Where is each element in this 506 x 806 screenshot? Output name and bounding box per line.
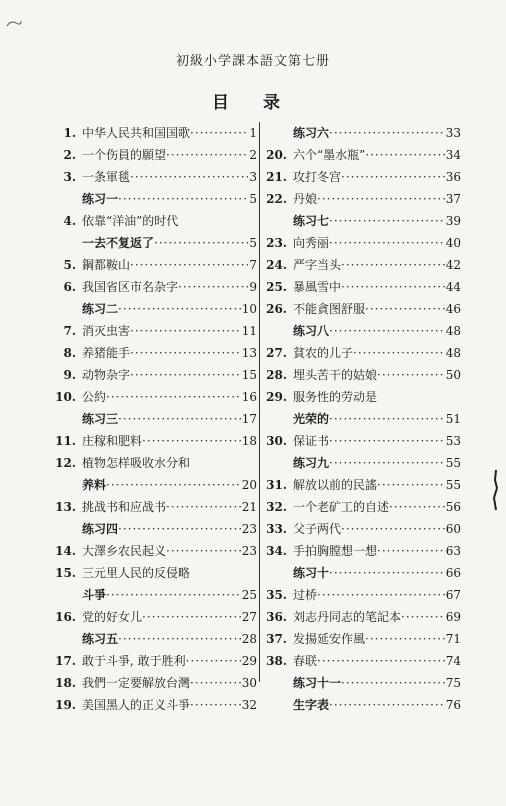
toc-entry	[263, 452, 461, 474]
toc-entry-title: 保证书	[293, 434, 330, 448]
toc-entry-page: 30	[241, 676, 257, 690]
toc-entry-title: 光荣的	[293, 412, 330, 426]
dot-leader	[118, 628, 241, 650]
toc-entry-page: 32	[241, 698, 257, 712]
toc-entry-title: 大澤乡农民起义	[82, 544, 167, 558]
toc-entry-title: 手拍胸膛想一想	[293, 544, 378, 558]
toc-entry-number: 29.	[266, 390, 287, 404]
dot-leader	[186, 650, 241, 672]
toc-entry-number: 17.	[55, 654, 76, 668]
toc-entry-number: 11.	[55, 434, 76, 448]
toc-entry	[263, 518, 461, 540]
dot-leader	[166, 496, 241, 518]
dot-leader	[329, 320, 445, 342]
toc-entry-number	[263, 694, 293, 716]
toc-entry-number	[52, 628, 82, 650]
toc-entry	[52, 144, 257, 166]
toc-entry-page: 13	[241, 346, 257, 360]
toc-left-column	[52, 122, 257, 716]
dot-leader	[329, 430, 445, 452]
column-divider	[259, 122, 260, 682]
toc-entry-title: 练习九	[293, 456, 330, 470]
toc-entry	[52, 364, 257, 386]
toc-entry-page: 33	[445, 126, 461, 140]
toc-entry-page: 9	[249, 280, 257, 294]
dot-leader	[341, 254, 445, 276]
toc-entry-title: 练习十	[293, 566, 330, 580]
dot-leader	[130, 166, 248, 188]
toc-entry-title: 练习二	[82, 302, 119, 316]
dot-leader	[118, 408, 241, 430]
toc-entry	[52, 562, 257, 584]
toc-entry-page: 46	[445, 302, 461, 316]
toc-entry	[263, 430, 461, 452]
toc-entry-number: 35.	[266, 588, 287, 602]
toc-entry-number: 9.	[63, 368, 76, 382]
toc-entry-page: 23	[241, 522, 257, 536]
toc-entry-number: 15.	[55, 566, 76, 580]
toc-entry	[52, 606, 257, 628]
toc-entry-title: 练习十一	[293, 676, 342, 690]
toc-entry-number	[52, 232, 82, 254]
toc-entry	[52, 474, 257, 496]
toc-entry-page: 48	[445, 324, 461, 338]
dot-leader	[365, 144, 444, 166]
toc-entry	[263, 672, 461, 694]
toc-entry-title: 挑战书和应战书	[82, 500, 167, 514]
dot-leader	[353, 342, 445, 364]
toc-entry-title: 斗爭	[82, 588, 107, 602]
toc-entry-page: 27	[241, 610, 257, 624]
toc-entry	[52, 320, 257, 342]
toc-entry-title: 不能貪图舒服	[293, 302, 366, 316]
toc-entry-title: 暴風雪中	[293, 280, 342, 294]
toc-entry-page: 56	[445, 500, 461, 514]
toc-entry-page: 51	[445, 412, 461, 426]
toc-entry	[263, 694, 461, 716]
dot-leader	[106, 584, 241, 606]
toc-entry-title: 服务性的劳动是	[293, 390, 378, 404]
dot-leader	[190, 672, 241, 694]
toc-entry-title: 过桥	[293, 588, 318, 602]
toc-entry	[263, 562, 461, 584]
toc-entry-number: 28.	[266, 368, 287, 382]
dot-leader	[329, 232, 445, 254]
toc-entry	[52, 386, 257, 408]
toc-entry-number	[52, 474, 82, 496]
toc-entry	[263, 254, 461, 276]
toc-entry-number: 30.	[266, 434, 287, 448]
dot-leader	[142, 430, 241, 452]
dot-leader	[178, 276, 248, 298]
toc-entry-number: 12.	[55, 456, 76, 470]
toc-entry-number: 4.	[63, 214, 76, 228]
toc-entry-page: 71	[445, 632, 461, 646]
dot-leader	[130, 342, 241, 364]
toc-entry-title: 丹娘	[293, 192, 318, 206]
dot-leader	[130, 364, 241, 386]
toc-entry	[263, 628, 461, 650]
toc-entry-number: 27.	[266, 346, 287, 360]
toc-entry	[52, 298, 257, 320]
toc-entry-title: 一去不复返了	[82, 236, 155, 250]
toc-entry-title: 貧农的儿子	[293, 346, 354, 360]
toc-entry-number: 16.	[55, 610, 76, 624]
toc-entry-number: 38.	[266, 654, 287, 668]
toc-entry-number: 6.	[63, 280, 76, 294]
toc-entry-title: 练习六	[293, 126, 330, 140]
toc-entry-number: 34.	[266, 544, 287, 558]
toc-entry-number: 19.	[55, 698, 76, 712]
toc-entry-page: 28	[241, 632, 257, 646]
toc-entry	[52, 496, 257, 518]
toc-entry-number: 25.	[266, 280, 287, 294]
toc-entry	[52, 452, 257, 474]
dot-leader	[154, 232, 248, 254]
toc-entry-page: 55	[445, 456, 461, 470]
toc-entry-title: 练习七	[293, 214, 330, 228]
dot-leader	[190, 694, 241, 716]
toc-entry-title: 练习八	[293, 324, 330, 338]
dot-leader	[329, 210, 445, 232]
dot-leader	[389, 496, 445, 518]
toc-entry	[263, 232, 461, 254]
toc-entry-title: 春联	[293, 654, 318, 668]
toc-entry-title: 练习三	[82, 412, 119, 426]
toc-entry-title: 刘志丹同志的笔記本	[293, 610, 402, 624]
toc-entry-title: 养料	[82, 478, 107, 492]
toc-entry-title: 中华人民共和国国歌	[82, 126, 191, 140]
dot-leader	[341, 276, 445, 298]
toc-entry-number: 33.	[266, 522, 287, 536]
toc-entry-page: 23	[241, 544, 257, 558]
toc-entry-number	[52, 518, 82, 540]
toc-entry-number: 23.	[266, 236, 287, 250]
toc-entry-number: 5.	[63, 258, 76, 272]
toc-entry-title: 党的好女儿	[82, 610, 143, 624]
toc-entry-title: 父子两代	[293, 522, 342, 536]
toc-entry-page: 63	[445, 544, 461, 558]
toc-entry	[263, 474, 461, 496]
toc-entry-number: 18.	[55, 676, 76, 690]
toc-entry-page: 48	[445, 346, 461, 360]
toc-entry-page: 67	[445, 588, 461, 602]
toc-entry-page: 25	[241, 588, 257, 602]
toc-entry-title: 解放以前的民謠	[293, 478, 378, 492]
toc-entry	[263, 298, 461, 320]
toc-entry-title: 动物杂字	[82, 368, 131, 382]
toc-entry-page: 15	[241, 368, 257, 382]
toc-entry-title: 三元里人民的反侵略	[82, 566, 191, 580]
toc-entry	[263, 144, 461, 166]
dot-leader	[329, 694, 445, 716]
toc-entry-title: 敢于斗爭, 敢于胜利	[82, 654, 186, 668]
toc-entry-title: 养猪能手	[82, 346, 131, 360]
toc-entry	[263, 496, 461, 518]
toc-entry	[52, 628, 257, 650]
toc-entry-page: 3	[249, 170, 257, 184]
dot-leader	[166, 540, 241, 562]
toc-entry	[263, 408, 461, 430]
toc-entry-number	[263, 210, 293, 232]
toc-entry-page: 1	[249, 126, 257, 140]
toc-entry-number: 3.	[63, 170, 76, 184]
toc-entry-number: 7.	[63, 324, 76, 338]
toc-entry	[52, 408, 257, 430]
toc-entry-number	[263, 408, 293, 430]
toc-entry-number	[263, 672, 293, 694]
toc-entry-page: 21	[241, 500, 257, 514]
toc-entry-page: 29	[241, 654, 257, 668]
toc-entry-title: 一个伤員的願望	[82, 148, 167, 162]
toc-entry-page: 17	[241, 412, 257, 426]
toc-entry-number	[52, 298, 82, 320]
toc-entry-title: 植物怎样吸收水分和	[82, 456, 191, 470]
toc-entry-page: 20	[241, 478, 257, 492]
toc-entry-page: 60	[445, 522, 461, 536]
toc-entry-number: 1.	[63, 126, 76, 140]
toc-entry	[52, 276, 257, 298]
toc-entry-page: 16	[241, 390, 257, 404]
toc-entry-page: 37	[445, 192, 461, 206]
toc-entry	[52, 430, 257, 452]
toc-entry-page: 18	[241, 434, 257, 448]
toc-entry-number: 26.	[266, 302, 287, 316]
dot-leader	[166, 144, 248, 166]
toc-entry-page: 69	[445, 610, 461, 624]
toc-entry	[52, 342, 257, 364]
toc-entry-page: 44	[445, 280, 461, 294]
toc-entry-number: 13.	[55, 500, 76, 514]
toc-entry	[52, 254, 257, 276]
toc-entry	[263, 320, 461, 342]
toc-entry-number: 14.	[55, 544, 76, 558]
dot-leader	[377, 364, 445, 386]
dot-leader	[329, 122, 445, 144]
toc-entry-number: 31.	[266, 478, 287, 492]
dot-leader	[377, 540, 445, 562]
toc-entry-page: 7	[249, 258, 257, 272]
toc-entry-number: 20.	[266, 148, 287, 162]
toc-entry-title: 严字当头	[293, 258, 342, 272]
toc-entry	[263, 342, 461, 364]
toc-entry	[263, 188, 461, 210]
toc-entry-number: 24.	[266, 258, 287, 272]
dot-leader	[130, 320, 241, 342]
book-title: 初級小学課本語文第七册	[175, 54, 330, 69]
toc-entry	[52, 210, 257, 232]
dot-leader	[317, 188, 445, 210]
toc-entry-title: 消灭虫害	[82, 324, 131, 338]
toc-entry-page: 5	[249, 192, 257, 206]
toc-entry-title: 美国黑人的正义斗爭	[82, 698, 191, 712]
toc-right-column	[263, 122, 461, 716]
margin-ink-marks	[490, 470, 502, 510]
dot-leader	[317, 650, 445, 672]
toc-entry-number	[263, 122, 293, 144]
dot-leader	[130, 254, 248, 276]
toc-entry	[52, 672, 257, 694]
toc-entry-page: 10	[241, 302, 257, 316]
toc-entry	[52, 166, 257, 188]
toc-heading: 目 录	[212, 93, 294, 113]
toc-entry	[52, 540, 257, 562]
toc-entry-page: 2	[249, 148, 257, 162]
toc-entry-number: 2.	[63, 148, 76, 162]
toc-entry	[52, 694, 257, 716]
dot-leader	[118, 298, 241, 320]
toc-entry-number: 10.	[55, 390, 76, 404]
toc-entry-title: 鋼都鞍山	[82, 258, 131, 272]
dot-leader	[329, 408, 445, 430]
toc-entry-title: 埋头苦干的姑娘	[293, 368, 378, 382]
toc-entry-number	[52, 584, 82, 606]
toc-entry	[263, 364, 461, 386]
toc-entry-number	[52, 408, 82, 430]
corner-smudge-mark	[6, 18, 22, 32]
toc-entry-title: 发揚延安作風	[293, 632, 366, 646]
toc-entry-page: 74	[445, 654, 461, 668]
toc-entry	[263, 540, 461, 562]
toc-entry	[52, 232, 257, 254]
toc-entry-title: 练习四	[82, 522, 119, 536]
toc-entry-title: 练习一	[82, 192, 119, 206]
toc-entry-page: 39	[445, 214, 461, 228]
toc-entry-number	[52, 188, 82, 210]
toc-entry	[263, 210, 461, 232]
toc-entry-page: 34	[445, 148, 461, 162]
toc-entry	[52, 650, 257, 672]
dot-leader	[118, 518, 241, 540]
toc-entry	[263, 584, 461, 606]
dot-leader	[118, 188, 248, 210]
toc-entry-number: 21.	[266, 170, 287, 184]
dot-leader	[106, 386, 241, 408]
dot-leader	[341, 672, 445, 694]
toc-entry	[52, 122, 257, 144]
toc-entry-title: 庄稼和肥料	[82, 434, 143, 448]
toc-entry-number	[263, 562, 293, 584]
toc-entry-title: 六个“墨水瓶”	[293, 148, 366, 162]
toc-entry-number: 37.	[266, 632, 287, 646]
toc-entry-title: 公約	[82, 390, 107, 404]
toc-entry-number: 36.	[266, 610, 287, 624]
dot-leader	[317, 584, 445, 606]
toc-entry	[263, 386, 461, 408]
toc-entry	[52, 188, 257, 210]
toc-entry-page: 42	[445, 258, 461, 272]
toc-entry-number: 32.	[266, 500, 287, 514]
dot-leader	[341, 518, 445, 540]
toc-entry-number	[263, 320, 293, 342]
dot-leader	[329, 562, 445, 584]
toc-entry-page: 66	[445, 566, 461, 580]
dot-leader	[401, 606, 445, 628]
toc-entry	[263, 166, 461, 188]
toc-entry	[52, 584, 257, 606]
toc-entry-page: 5	[249, 236, 257, 250]
toc-entry-title: 攻打冬宫	[293, 170, 342, 184]
toc-entry	[52, 518, 257, 540]
dot-leader	[329, 452, 445, 474]
dot-leader	[341, 166, 445, 188]
toc-entry-title: 练习五	[82, 632, 119, 646]
dot-leader	[377, 474, 445, 496]
dot-leader	[190, 122, 248, 144]
toc-entry-number: 22.	[266, 192, 287, 206]
toc-entry-page: 55	[445, 478, 461, 492]
toc-entry-page: 36	[445, 170, 461, 184]
toc-entry-title: 依靠“洋油”的时代	[82, 214, 179, 228]
toc-entry-page: 53	[445, 434, 461, 448]
dot-leader	[142, 606, 241, 628]
toc-entry	[263, 606, 461, 628]
toc-entry	[263, 276, 461, 298]
toc-entry-page: 76	[445, 698, 461, 712]
toc-entry-number	[263, 452, 293, 474]
dot-leader	[365, 628, 445, 650]
toc-entry-title: 生字表	[293, 698, 330, 712]
dot-leader	[106, 474, 241, 496]
toc-entry-page: 11	[241, 324, 257, 338]
toc-entry-page: 75	[445, 676, 461, 690]
toc-entry	[263, 122, 461, 144]
toc-entry-title: 我国省区市名杂字	[82, 280, 179, 294]
toc-entry-title: 一条軍毯	[82, 170, 131, 184]
toc-entry-page: 50	[445, 368, 461, 382]
toc-entry	[263, 650, 461, 672]
toc-entry-number: 8.	[63, 346, 76, 360]
toc-entry-title: 向秀丽	[293, 236, 330, 250]
toc-entry-title: 我們一定要解放台灣	[82, 676, 191, 690]
toc-entry-title: 一个老矿工的自述	[293, 500, 390, 514]
dot-leader	[365, 298, 445, 320]
toc-entry-page: 40	[445, 236, 461, 250]
